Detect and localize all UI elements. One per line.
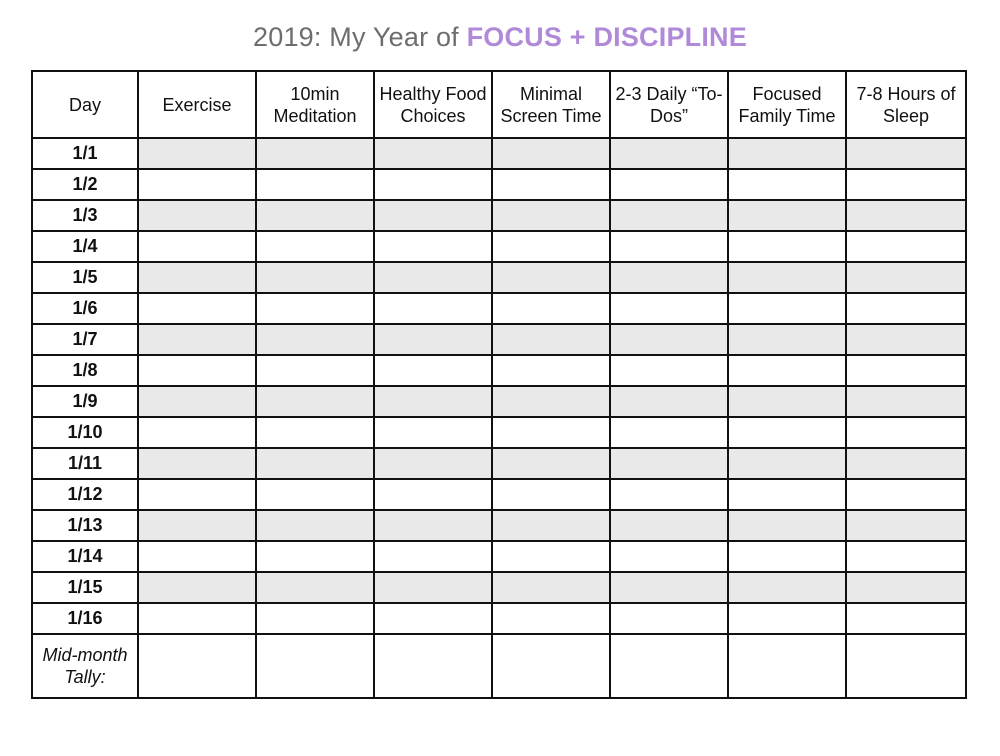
tracker-cell[interactable] (256, 293, 374, 324)
tracker-cell[interactable] (138, 262, 256, 293)
tracker-cell[interactable] (610, 231, 728, 262)
header-row (32, 71, 966, 138)
table-row (32, 355, 966, 386)
day-label: 1/1 (32, 138, 138, 169)
tally-cell[interactable] (492, 634, 610, 698)
tracker-cell[interactable] (374, 603, 492, 634)
tracker-cell[interactable] (492, 572, 610, 603)
tally-row (32, 634, 966, 698)
title-accent: FOCUS + DISCIPLINE (466, 22, 747, 52)
tracker-cell[interactable] (374, 355, 492, 386)
column-header-exercise: Exercise (138, 71, 256, 138)
tracker-cell[interactable] (492, 231, 610, 262)
tracker-cell[interactable] (492, 479, 610, 510)
tracker-cell[interactable] (256, 417, 374, 448)
tracker-cell[interactable] (492, 169, 610, 200)
tally-cell[interactable] (256, 634, 374, 698)
tracker-cell[interactable] (846, 448, 966, 479)
tracker-cell[interactable] (610, 603, 728, 634)
tracker-cell[interactable] (846, 293, 966, 324)
tracker-cell[interactable] (492, 200, 610, 231)
tracker-cell[interactable] (846, 169, 966, 200)
tracker-cell[interactable] (256, 200, 374, 231)
tracker-cell[interactable] (846, 572, 966, 603)
tracker-cell[interactable] (492, 355, 610, 386)
tracker-cell[interactable] (256, 448, 374, 479)
tracker-cell[interactable] (728, 138, 846, 169)
tracker-cell[interactable] (138, 448, 256, 479)
tally-cell[interactable] (374, 634, 492, 698)
tracker-cell[interactable] (374, 324, 492, 355)
tracker-cell[interactable] (374, 138, 492, 169)
day-label: 1/8 (32, 355, 138, 386)
tracker-cell[interactable] (846, 386, 966, 417)
day-label: 1/15 (32, 572, 138, 603)
tracker-cell[interactable] (256, 169, 374, 200)
day-label: 1/13 (32, 510, 138, 541)
tracker-cell[interactable] (138, 541, 256, 572)
table-row (32, 510, 966, 541)
table-row (32, 386, 966, 417)
day-label: 1/6 (32, 293, 138, 324)
tracker-cell[interactable] (846, 479, 966, 510)
tracker-cell[interactable] (846, 138, 966, 169)
tracker-cell[interactable] (374, 200, 492, 231)
tracker-cell[interactable] (256, 479, 374, 510)
tracker-cell[interactable] (610, 448, 728, 479)
tracker-cell[interactable] (138, 200, 256, 231)
tracker-cell[interactable] (374, 572, 492, 603)
column-header-day: Day (32, 71, 138, 138)
day-label: 1/16 (32, 603, 138, 634)
tracker-cell[interactable] (610, 417, 728, 448)
table-row (32, 231, 966, 262)
table-row (32, 169, 966, 200)
day-label: 1/11 (32, 448, 138, 479)
tracker-cell[interactable] (256, 541, 374, 572)
tracker-cell[interactable] (846, 231, 966, 262)
tracker-cell[interactable] (374, 262, 492, 293)
page-title (0, 20, 1000, 54)
column-header-screen-time: Minimal Screen Time (492, 71, 610, 138)
tally-cell[interactable] (610, 634, 728, 698)
tracker-cell[interactable] (610, 572, 728, 603)
tracker-cell[interactable] (138, 417, 256, 448)
tracker-cell[interactable] (610, 479, 728, 510)
tracker-cell[interactable] (610, 355, 728, 386)
tracker-cell[interactable] (728, 417, 846, 448)
tracker-cell[interactable] (492, 417, 610, 448)
tracker-cell[interactable] (728, 324, 846, 355)
tracker-cell[interactable] (256, 262, 374, 293)
table-row (32, 200, 966, 231)
tracker-cell[interactable] (846, 262, 966, 293)
tracker-cell[interactable] (728, 572, 846, 603)
table-row (32, 262, 966, 293)
tracker-cell[interactable] (610, 138, 728, 169)
day-label: 1/9 (32, 386, 138, 417)
tracker-cell[interactable] (492, 293, 610, 324)
tally-label: Mid-month Tally: (32, 634, 138, 698)
tracker-cell[interactable] (374, 169, 492, 200)
tracker-cell[interactable] (138, 572, 256, 603)
tracker-cell[interactable] (138, 169, 256, 200)
tracker-cell[interactable] (728, 293, 846, 324)
tracker-cell[interactable] (492, 386, 610, 417)
table-row (32, 448, 966, 479)
tally-cell[interactable] (138, 634, 256, 698)
tracker-cell[interactable] (728, 510, 846, 541)
tracker-cell[interactable] (728, 479, 846, 510)
tracker-cell[interactable] (846, 324, 966, 355)
tracker-cell[interactable] (610, 169, 728, 200)
tracker-cell[interactable] (610, 386, 728, 417)
tracker-cell[interactable] (374, 448, 492, 479)
title-prefix: 2019: My Year of (253, 22, 467, 52)
tracker-cell[interactable] (138, 355, 256, 386)
day-label: 1/2 (32, 169, 138, 200)
tracker-cell[interactable] (728, 355, 846, 386)
tracker-cell[interactable] (492, 510, 610, 541)
tracker-cell[interactable] (256, 138, 374, 169)
tracker-cell[interactable] (492, 541, 610, 572)
tracker-body (32, 138, 966, 698)
tally-cell[interactable] (728, 634, 846, 698)
tracker-cell[interactable] (610, 324, 728, 355)
table-row (32, 293, 966, 324)
table-row (32, 541, 966, 572)
tracker-cell[interactable] (492, 324, 610, 355)
tracker-cell[interactable] (256, 231, 374, 262)
tally-cell[interactable] (846, 634, 966, 698)
column-header-todos: 2-3 Daily “To-Dos” (610, 71, 728, 138)
tracker-cell[interactable] (256, 355, 374, 386)
table-row (32, 603, 966, 634)
tracker-cell[interactable] (728, 386, 846, 417)
day-label: 1/3 (32, 200, 138, 231)
tracker-cell[interactable] (138, 603, 256, 634)
tracker-cell[interactable] (492, 448, 610, 479)
tracker-cell[interactable] (610, 541, 728, 572)
column-header-healthy-food: Healthy Food Choices (374, 71, 492, 138)
tracker-cell[interactable] (728, 448, 846, 479)
habit-tracker-table (31, 70, 967, 699)
tracker-cell[interactable] (374, 386, 492, 417)
tracker-cell[interactable] (492, 603, 610, 634)
day-label: 1/10 (32, 417, 138, 448)
tracker-cell[interactable] (138, 510, 256, 541)
day-label: 1/4 (32, 231, 138, 262)
tracker-cell[interactable] (846, 417, 966, 448)
tracker-cell[interactable] (610, 510, 728, 541)
table-row (32, 324, 966, 355)
table-row (32, 417, 966, 448)
tracker-cell[interactable] (374, 231, 492, 262)
tracker-cell[interactable] (846, 541, 966, 572)
tracker-cell[interactable] (728, 603, 846, 634)
tracker-cell[interactable] (846, 355, 966, 386)
tracker-cell[interactable] (492, 262, 610, 293)
table-row (32, 138, 966, 169)
tracker-cell[interactable] (728, 231, 846, 262)
table-row (32, 479, 966, 510)
tracker-cell[interactable] (374, 541, 492, 572)
column-header-sleep: 7-8 Hours of Sleep (846, 71, 966, 138)
tracker-cell[interactable] (374, 479, 492, 510)
tracker-cell[interactable] (138, 231, 256, 262)
tracker-cell[interactable] (138, 324, 256, 355)
tracker-cell[interactable] (256, 572, 374, 603)
tracker-cell[interactable] (374, 293, 492, 324)
day-label: 1/5 (32, 262, 138, 293)
tracker-cell[interactable] (610, 200, 728, 231)
tracker-cell[interactable] (256, 386, 374, 417)
day-label: 1/7 (32, 324, 138, 355)
tracker-cell[interactable] (374, 417, 492, 448)
tracker-cell[interactable] (256, 510, 374, 541)
tracker-cell[interactable] (728, 262, 846, 293)
tracker-cell[interactable] (138, 138, 256, 169)
tracker-cell[interactable] (374, 510, 492, 541)
tracker-cell[interactable] (846, 200, 966, 231)
tracker-cell[interactable] (728, 200, 846, 231)
tracker-cell[interactable] (138, 293, 256, 324)
tracker-cell[interactable] (138, 386, 256, 417)
tracker-cell[interactable] (256, 324, 374, 355)
tracker-cell[interactable] (846, 510, 966, 541)
tracker-cell[interactable] (492, 138, 610, 169)
tracker-cell[interactable] (846, 603, 966, 634)
table-row (32, 572, 966, 603)
tracker-cell[interactable] (138, 479, 256, 510)
tracker-cell[interactable] (610, 293, 728, 324)
day-label: 1/14 (32, 541, 138, 572)
column-header-family-time: Focused Family Time (728, 71, 846, 138)
tracker-cell[interactable] (256, 603, 374, 634)
tracker-cell[interactable] (728, 541, 846, 572)
day-label: 1/12 (32, 479, 138, 510)
tracker-cell[interactable] (610, 262, 728, 293)
tracker-cell[interactable] (728, 169, 846, 200)
column-header-meditation: 10min Meditation (256, 71, 374, 138)
